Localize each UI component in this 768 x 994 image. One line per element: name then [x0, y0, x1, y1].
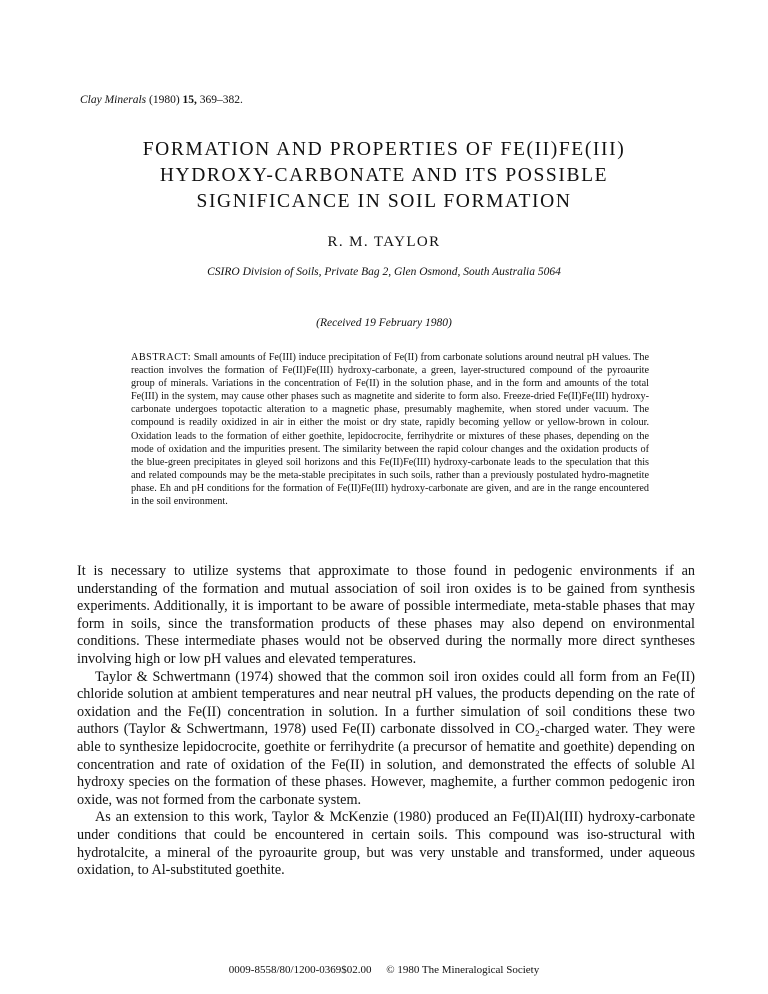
abstract	[131, 351, 649, 508]
body-paragraph-2: Taylor & Schwertmann (1974) showed that the common soil iron oxides could all form from an Fe(II) chloride solution at ambient temperatures and near neutral pH values, the products depending on the rate of oxidation and the Fe(II) concentration in solution. In a further simulation of soil conditions these two authors (Taylor & Schwertmann, 1978) used Fe(II) carbonate dissolved in CO₂-charged water. They were able to synthesize lepidocrocite, goethite or ferrihydrite (a precursor of hematite and goethite) depending on concentration and rate of oxidation of the Fe(II) in solution, and demonstrated the effects of soluble Al hydroxy species on the formation of these phases. However, maghemite, a further common pedogenic iron oxide, was not formed from the carbonate system.	[77, 668, 695, 808]
body-paragraph-3: As an extension to this work, Taylor & McKenzie (1980) produced an Fe(II)Al(III) hydroxy-carbonate under conditions that could be encountered in certain soils. This compound was iso-structural with hydrotalcite, a mineral of the pyroaurite group, but was very unstable and transformed, under aqueous oxidation, to Al-substituted goethite.	[77, 809, 695, 879]
received-date: (Received 19 February 1980)	[316, 317, 452, 329]
author-affiliation: CSIRO Division of Soils, Private Bag 2, Glen Osmond, South Australia 5064	[207, 266, 561, 278]
title-line-3: SIGNIFICANCE IN SOIL FORMATION	[196, 191, 572, 212]
journal-pages: 369–382.	[199, 94, 243, 106]
journal-year: (1980)	[149, 94, 180, 106]
abstract-text: Small amounts of Fe(III) induce precipitation of Fe(II) from carbonate solutions around neutral pH values. The reaction involves the formation of Fe(II)Fe(III) hydroxy-carbonate, a green, layer-structured compound of the pyroaurite group of minerals. Variations in the concentration of Fe(II) in the solution phase, and in the form and amounts of the total Fe(III) in the system, may cause other phases such as magnetite and siderite to form also. Freeze-dried Fe(II)Fe(III) hydroxy-carbonate undergoes topotactic alteration to a magnetic phase, presumably maghemite, when stored under vacuum. The compound is readily oxidized in air in either the moist or dry state, rapidly becoming yellow or yellow-brown in colour. Oxidation leads to the formation of either goethite, lepidocrocite, ferrihydrite or mixtures of these phases, depending on the mode of oxidation and the impurities present. The similarity between the rapid colour changes and the oxidation products of the blue-green precipitates in gleyed soil horizons and this Fe(II)Fe(III) hydroxy-carbonate leads to the speculation that this and related compounds may be the meta-stable precipitates in such soils, rather than a previously postulated hydro-magnetite phase. Eh and pH conditions for the formation of Fe(II)Fe(III) hydroxy-carbonate are given, and are in the range encountered in the soil environment.	[131, 352, 649, 508]
title-line-2: HYDROXY-CARBONATE AND ITS POSSIBLE	[159, 165, 609, 186]
page-footer	[60, 964, 708, 976]
abstract-label: ABSTRACT:	[131, 352, 192, 363]
author-name: R. M. TAYLOR	[327, 234, 441, 250]
footer-copyright: © 1980 The Mineralogical Society	[386, 964, 540, 976]
title-line-1: FORMATION AND PROPERTIES OF FE(II)FE(III)	[142, 139, 626, 160]
body-text	[77, 563, 695, 880]
journal-name: Clay Minerals	[80, 94, 147, 106]
journal-volume: 15,	[182, 94, 197, 106]
article-title	[60, 137, 708, 215]
body-paragraph-1: It is necessary to utilize systems that approximate to those found in pedogenic environments if an understanding of the formation and mutual association of soil iron oxides is to be gained from synthesis experiments. Additionally, it is important to be aware of possible intermediate, meta-stable phases that may form in soils, since the transformation products of these phases may also depend on environmental conditions. These intermediate phases would not be observed during the normally more direct syntheses involving high or low pH values and elevated temperatures.	[77, 563, 695, 667]
journal-citation	[80, 94, 243, 106]
footer-code: 0009-8558/80/1200-0369$02.00	[228, 964, 372, 976]
